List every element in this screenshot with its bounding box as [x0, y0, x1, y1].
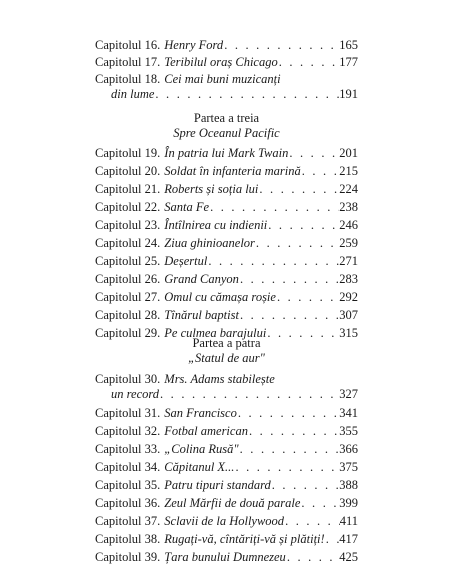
leader-dots	[160, 387, 339, 402]
chapter-label: Capitolul 39.	[95, 550, 161, 564]
chapter-label: Capitolul 25.	[95, 254, 161, 268]
chapter-label: Capitolul 24.	[95, 236, 161, 250]
leader-dots	[155, 87, 339, 102]
leader-dots	[277, 290, 339, 305]
toc-entry	[95, 442, 358, 457]
toc-entry	[95, 218, 358, 233]
leader-dots	[240, 442, 340, 457]
leader-dots	[249, 424, 339, 439]
toc-entry	[95, 372, 358, 402]
chapter-title: Soldat în infanteria marină	[164, 164, 301, 178]
chapter-title: Deșertul	[164, 254, 208, 268]
leader-dots	[301, 496, 339, 511]
page-number: 201	[339, 146, 358, 160]
chapter-label: Capitolul 34.	[95, 460, 161, 474]
leader-dots	[210, 200, 339, 215]
toc-entry	[95, 38, 358, 53]
page-number: 341	[339, 406, 358, 420]
page-number: 246	[339, 218, 358, 232]
leader-dots	[285, 514, 340, 529]
page-number: 411	[339, 514, 358, 528]
chapter-label: Capitolul 29.	[95, 326, 161, 340]
chapter-title: Henry Ford	[164, 38, 224, 52]
page-number: 375	[339, 460, 358, 474]
chapter-label: Capitolul 36.	[95, 496, 161, 510]
toc-entry	[95, 72, 358, 102]
toc-entry	[95, 550, 358, 565]
chapter-title: Roberts și soția lui	[164, 182, 259, 196]
chapter-label: Capitolul 16.	[95, 38, 161, 52]
page-number: 177	[339, 55, 358, 69]
chapter-title: San Francisco	[164, 406, 237, 420]
chapter-title-continued: un record	[111, 387, 160, 401]
toc-entry	[95, 532, 358, 547]
chapter-title: Mrs. Adams stabilește	[164, 372, 275, 386]
part-subtitle: „Statul de aur"	[188, 351, 265, 365]
chapter-label: Capitolul 21.	[95, 182, 161, 196]
chapter-title: Sclavii de la Hollywood	[164, 514, 285, 528]
chapter-title: „Colina Rusă"	[164, 442, 239, 456]
page-number: 165	[339, 38, 358, 52]
toc-entry	[95, 200, 358, 215]
leader-dots	[326, 532, 340, 547]
page-number: 283	[339, 272, 358, 286]
leader-dots	[256, 236, 339, 251]
toc-entry	[95, 146, 358, 161]
chapter-label: Capitolul 23.	[95, 218, 161, 232]
toc-entry	[95, 272, 358, 287]
toc-entry	[95, 236, 358, 251]
page-number: 425	[339, 550, 358, 564]
page-number: 388	[339, 478, 358, 492]
page-number: 259	[339, 236, 358, 250]
toc-entry	[95, 308, 358, 323]
toc-entry	[95, 290, 358, 305]
page-number: 355	[339, 424, 358, 438]
part-title: Partea a patra	[192, 336, 261, 350]
chapter-label: Capitolul 31.	[95, 406, 161, 420]
chapter-label: Capitolul 19.	[95, 146, 161, 160]
leader-dots	[272, 478, 339, 493]
chapter-label: Capitolul 22.	[95, 200, 161, 214]
leader-dots	[279, 55, 340, 70]
chapter-label: Capitolul 30.	[95, 372, 161, 386]
leader-dots	[302, 164, 340, 179]
chapter-title: Patru tipuri standard	[164, 478, 271, 492]
chapter-title: În patria lui Mark Twain	[164, 146, 289, 160]
chapter-title: Cei mai buni muzicanți	[164, 72, 281, 86]
chapter-label: Capitolul 37.	[95, 514, 161, 528]
page-number: 327	[339, 387, 358, 401]
page-number: 315	[339, 326, 358, 340]
chapter-title: Santa Fe	[164, 200, 210, 214]
chapter-title: Zeul Mărfii de două parale	[164, 496, 301, 510]
page-number: 224	[339, 182, 358, 196]
toc-entry	[95, 182, 358, 197]
toc-entry	[95, 496, 358, 511]
chapter-title: Omul cu cămașa roșie	[164, 290, 276, 304]
toc-entry	[95, 55, 358, 70]
chapter-title: Ziua ghinioanelor	[164, 236, 255, 250]
page-number: 238	[339, 200, 358, 214]
page-number: 271	[339, 254, 358, 268]
leader-dots	[235, 460, 339, 475]
chapter-label: Capitolul 33.	[95, 442, 161, 456]
chapter-label: Capitolul 20.	[95, 164, 161, 178]
chapter-title: Tînărul baptist	[164, 308, 239, 322]
chapter-title: Țara bunului Dumnezeu	[164, 550, 286, 564]
toc-entry	[95, 254, 358, 269]
toc-entry	[95, 460, 358, 475]
toc-entry	[95, 514, 358, 529]
leader-dots	[287, 550, 339, 565]
part-heading	[95, 336, 358, 366]
chapter-label: Capitolul 18.	[95, 72, 161, 86]
leader-dots	[238, 406, 339, 421]
chapter-label: Capitolul 26.	[95, 272, 161, 286]
chapter-title: Grand Canyon	[164, 272, 239, 286]
leader-dots	[289, 146, 339, 161]
toc-entry	[95, 406, 358, 421]
chapter-title: Căpitanul X...	[164, 460, 235, 474]
page-number: 307	[339, 308, 358, 322]
chapter-title: Pe culmea barajului	[164, 326, 267, 340]
chapter-label: Capitolul 32.	[95, 424, 161, 438]
chapter-title-continued: din lume	[111, 87, 155, 101]
chapter-title: Rugați-vă, cîntăriți-vă și plătiți!	[164, 532, 325, 546]
toc-entry	[95, 164, 358, 179]
chapter-label: Capitolul 38.	[95, 532, 161, 546]
chapter-label: Capitolul 35.	[95, 478, 161, 492]
leader-dots	[208, 254, 339, 269]
page-number: 215	[339, 164, 358, 178]
page-number: 292	[339, 290, 358, 304]
leader-dots	[240, 272, 339, 287]
chapter-label: Capitolul 27.	[95, 290, 161, 304]
part-subtitle: Spre Oceanul Pacific	[173, 126, 280, 140]
part-title: Partea a treia	[193, 111, 260, 125]
chapter-title: Întîlnirea cu indienii	[164, 218, 268, 232]
leader-dots	[268, 218, 339, 233]
chapter-title: Teribilul oraș Chicago	[164, 55, 278, 69]
page-number: 399	[339, 496, 358, 510]
leader-dots	[259, 182, 339, 197]
leader-dots	[224, 38, 339, 53]
chapter-label: Capitolul 28.	[95, 308, 161, 322]
toc-entry	[95, 424, 358, 439]
page-number: 417	[339, 532, 358, 546]
toc-entry	[95, 478, 358, 493]
page-number: 191	[339, 87, 358, 101]
part-heading	[95, 111, 358, 141]
chapter-label: Capitolul 17.	[95, 55, 161, 69]
page-number: 366	[339, 442, 358, 456]
chapter-title: Fotbal american	[164, 424, 248, 438]
leader-dots	[240, 308, 339, 323]
